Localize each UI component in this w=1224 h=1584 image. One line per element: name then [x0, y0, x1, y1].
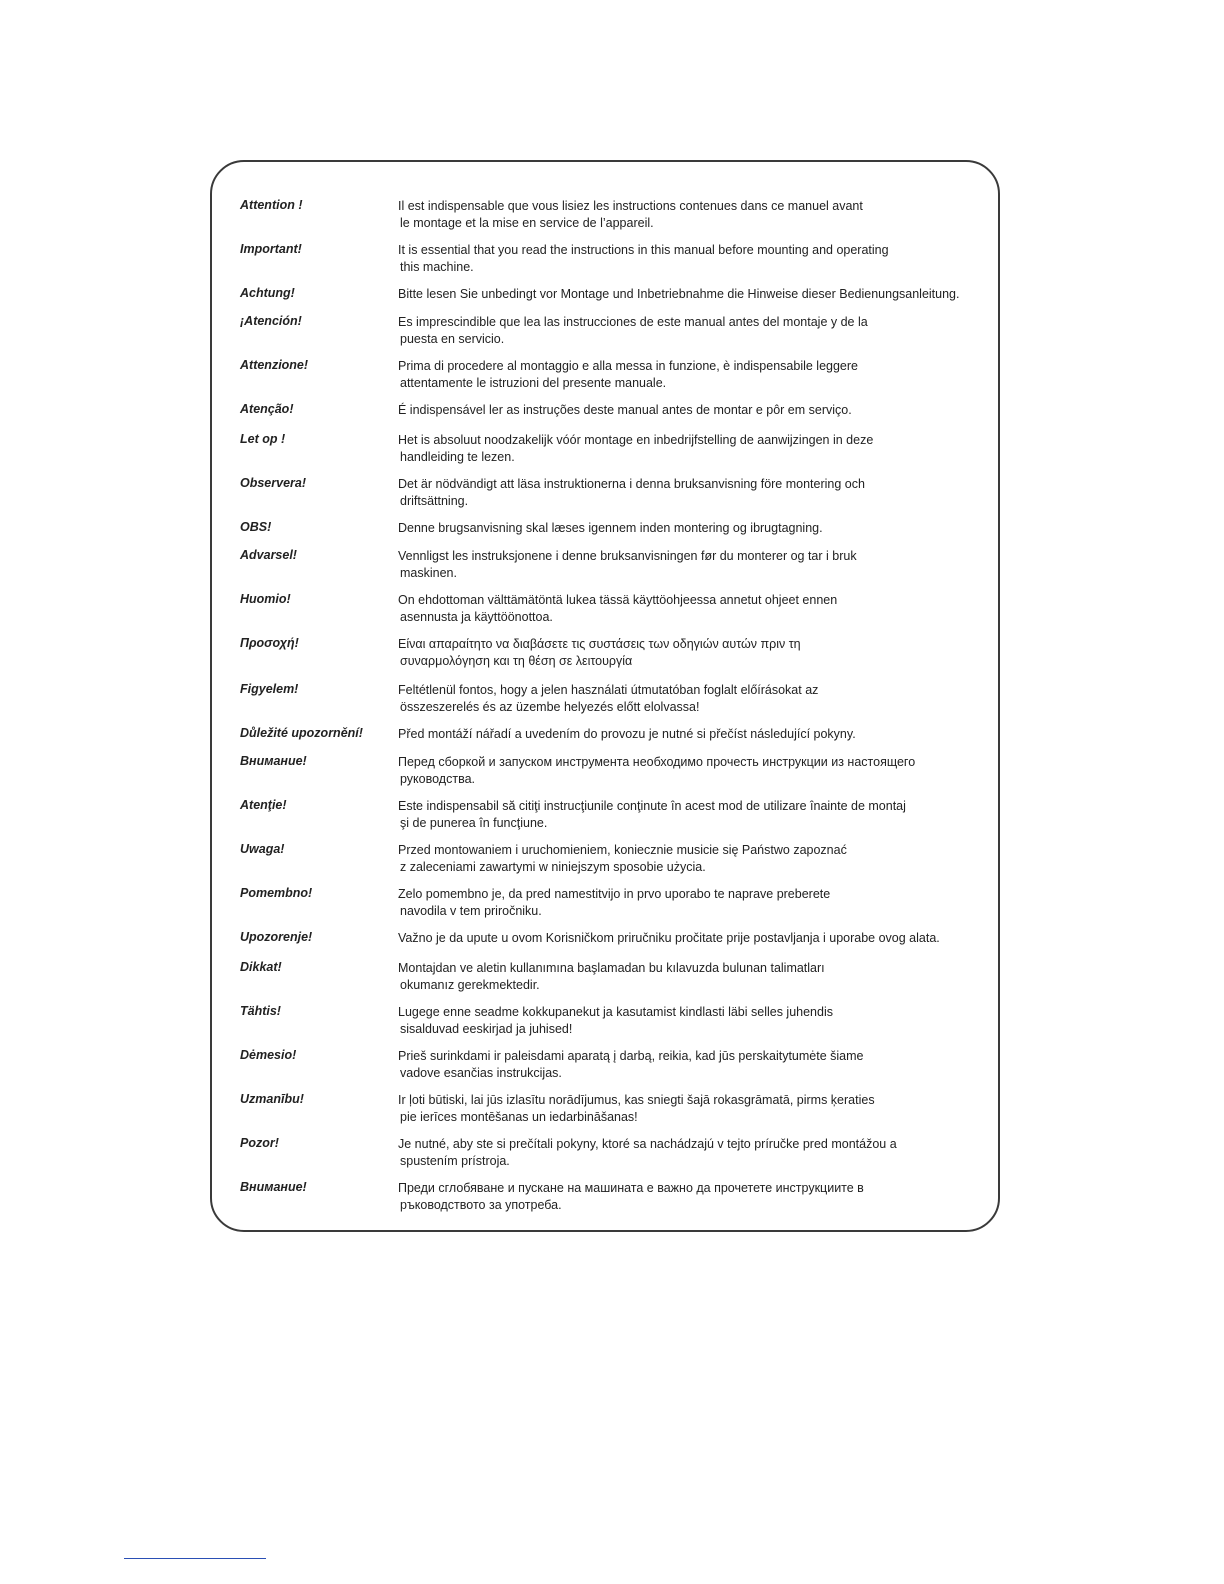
warning-label: Figyelem!: [240, 682, 299, 696]
warning-text: [398, 242, 978, 275]
warning-text-line-1: Važno je da upute u ovom Korisničkom priručniku pročitate prije postavljanja i uporabe ovog alata.: [398, 931, 940, 945]
warning-text-line-1: Преди сглобяване и пускане на машината е важно да прочетете инструкциите в: [398, 1181, 864, 1195]
warning-text: [398, 682, 978, 715]
warning-text: [398, 636, 978, 669]
warning-label: Important!: [240, 242, 302, 256]
warning-text: [398, 1092, 978, 1125]
warning-label: Attenzione!: [240, 358, 309, 372]
warning-text-line-1: Il est indispensable que vous lisiez les instructions contenues dans ce manuel avant: [398, 199, 863, 213]
warning-text-line-2: navodila v tem priročniku.: [400, 903, 542, 918]
warning-text-line-1: É indispensável ler as instruções deste manual antes de montar e pôr em serviço.: [398, 403, 852, 417]
warning-text: [398, 842, 978, 875]
warning-text-line-1: Feltétlenül fontos, hogy a jelen használati útmutatóban foglalt előírásokat az: [398, 683, 819, 697]
warning-text-line-1: Lugege enne seadme kokkupanekut ja kasutamist kindlasti läbi selles juhendis: [398, 1005, 833, 1019]
warnings-panel: [210, 160, 1000, 1232]
warnings-list: [212, 162, 998, 1230]
warning-label: Důležité upozornění!: [240, 726, 363, 740]
warning-text-line-1: Είναι απαραίτητο να διαβάσετε τις συστάσεις των οδηγιών αυτών πριν τη: [398, 637, 801, 651]
warning-label: Внимание!: [240, 754, 307, 768]
warning-label: Upozorenje!: [240, 930, 313, 944]
warning-text-line-2: le montage et la mise en service de l’appareil.: [400, 215, 654, 230]
warning-label: Προσοχή!: [240, 636, 299, 650]
warning-text-line-1: Před montáží nářadí a uvedením do provozu je nutné si přečíst následující pokyny.: [398, 727, 856, 741]
warning-text: [398, 1004, 978, 1037]
warning-text-line-1: Montajdan ve aletin kullanımına başlamadan bu kılavuzda bulunan talimatları: [398, 961, 825, 975]
warning-label: Uzmanību!: [240, 1092, 304, 1106]
warning-label: Atenţie!: [240, 798, 287, 812]
warning-text-line-2: sisalduvad eeskirjad ja juhised!: [400, 1021, 573, 1036]
warning-text-line-1: Es imprescindible que lea las instrucciones de este manual antes del montaje y de la: [398, 315, 868, 329]
warning-text: [398, 960, 978, 993]
warning-label: Внимание!: [240, 1180, 307, 1194]
warning-text-line-2: συναρμολόγηση και τη θέση σε λειτουργία: [400, 653, 633, 668]
warning-text-line-2: z zaleceniami zawartymi w niniejszym sposobie użycia.: [400, 859, 706, 874]
warning-text: [398, 798, 978, 831]
warning-text-line-1: Este indispensabil să citiţi instrucţiunile conţinute în acest mod de utilizare înainte de montaj: [398, 799, 906, 813]
warning-text-line-1: Het is absoluut noodzakelijk vóór montage en inbedrijfstelling de aanwijzingen in deze: [398, 433, 874, 447]
warning-text-line-1: Je nutné, aby ste si prečítali pokyny, ktoré sa nachádzajú v tejto príručke pred montážou a: [398, 1137, 897, 1151]
warning-text-line-2: puesta en servicio.: [400, 331, 505, 346]
warning-text-line-1: Zelo pomembno je, da pred namestitvijo in prvo uporabo te naprave preberete: [398, 887, 831, 901]
warning-text-line-2: vadove esančias instrukcijas.: [400, 1065, 562, 1080]
warning-text-line-1: Prima di procedere al montaggio e alla messa in funzione, è indispensabile leggere: [398, 359, 858, 373]
warning-text-line-1: Det är nödvändigt att läsa instruktionerna i denna bruksanvisning före montering och: [398, 477, 865, 491]
warning-text-line-1: Ir ļoti būtiski, lai jūs izlasītu norādījumus, kas sniegti šajā rokasgrāmatā, pirms ķeraties: [398, 1093, 875, 1107]
warning-label: OBS!: [240, 520, 272, 534]
warning-text: [398, 286, 978, 303]
warning-text: [398, 520, 978, 537]
warning-text-line-2: összeszerelés és az üzembe helyezés előtt elolvassa!: [400, 699, 700, 714]
warning-text-line-1: Przed montowaniem i uruchomieniem, koniecznie musicie się Państwo zapoznać: [398, 843, 847, 857]
warning-label: Dėmesio!: [240, 1048, 297, 1062]
warning-label: Pomembno!: [240, 886, 313, 900]
warning-label: Observera!: [240, 476, 307, 490]
warning-label: Huomio!: [240, 592, 291, 606]
warning-text-line-2: spustením prístroja.: [400, 1153, 510, 1168]
warning-text-line-2: okumanız gerekmektedir.: [400, 977, 540, 992]
warning-text: [398, 1048, 978, 1081]
warning-text: [398, 358, 978, 391]
warning-label: Atenção!: [240, 402, 294, 416]
warning-label: Pozor!: [240, 1136, 279, 1150]
warning-text-line-1: Vennligst les instruksjonene i denne bruksanvisningen før du monterer og tar i bruk: [398, 549, 857, 563]
warning-text-line-2: pie ierīces montēšanas un iedarbināšanas!: [400, 1109, 638, 1124]
warning-text: [398, 314, 978, 347]
warning-label: Attention !: [240, 198, 303, 212]
warning-text: [398, 1180, 978, 1213]
warning-text: [398, 548, 978, 581]
warning-text-line-1: Bitte lesen Sie unbedingt vor Montage und Inbetriebnahme die Hinweise dieser Bedienungsanleitung.: [398, 287, 960, 301]
warning-text-line-2: this machine.: [400, 259, 474, 274]
warning-text: [398, 476, 978, 509]
warning-text-line-1: On ehdottoman välttämätöntä lukea tässä käyttöohjeessa annetut ohjeet ennen: [398, 593, 838, 607]
warning-label: Achtung!: [240, 286, 295, 300]
warning-text-line-1: It is essential that you read the instructions in this manual before mounting and operating: [398, 243, 889, 257]
warning-label: Uwaga!: [240, 842, 285, 856]
warning-label: Tähtis!: [240, 1004, 281, 1018]
warning-text: [398, 930, 978, 947]
warning-label: Advarsel!: [240, 548, 297, 562]
warning-text: [398, 592, 978, 625]
warning-text-line-2: şi de punerea în funcţiune.: [400, 815, 548, 830]
warning-text-line-2: driftsättning.: [400, 493, 469, 508]
warning-label: ¡Atención!: [240, 314, 302, 328]
warning-text-line-1: Denne brugsanvisning skal læses igennem inden montering og ibrugtagning.: [398, 521, 823, 535]
warning-text-line-2: asennusta ja käyttöönottoa.: [400, 609, 553, 624]
warning-label: Let op !: [240, 432, 286, 446]
warning-text-line-2: maskinen.: [400, 565, 457, 580]
warning-text: [398, 726, 978, 743]
warning-text-line-2: handleiding te lezen.: [400, 449, 515, 464]
warning-text: [398, 432, 978, 465]
warning-text: [398, 754, 978, 787]
warning-text-line-1: Перед сборкой и запуском инструмента необходимо прочесть инструкции из настоящего: [398, 755, 916, 769]
warning-text: [398, 198, 978, 231]
footer-rule: [124, 1558, 266, 1559]
warning-text: [398, 1136, 978, 1169]
warning-text-line-1: Prieš surinkdami ir paleisdami aparatą į darbą, reikia, kad jūs perskaitytumėte šiame: [398, 1049, 864, 1063]
warning-text-line-2: attentamente le istruzioni del presente manuale.: [400, 375, 667, 390]
warning-text: [398, 402, 978, 419]
warning-text: [398, 886, 978, 919]
warning-text-line-2: руководства.: [400, 771, 475, 786]
warning-text-line-2: ръководството за употреба.: [400, 1197, 562, 1212]
warning-label: Dikkat!: [240, 960, 282, 974]
